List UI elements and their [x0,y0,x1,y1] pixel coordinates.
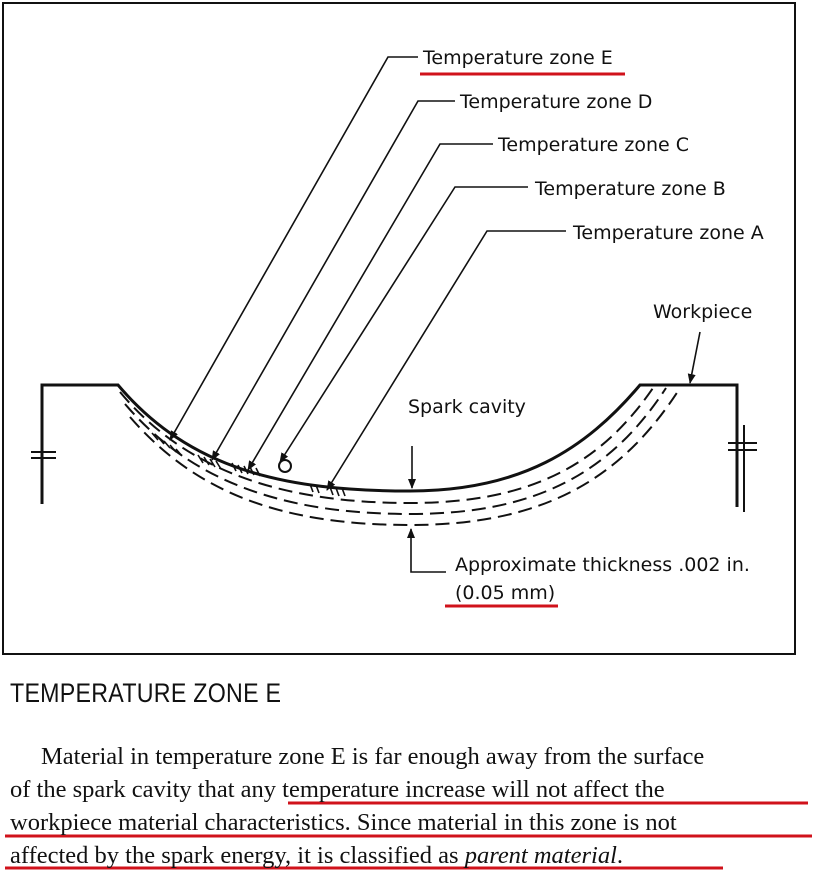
leader-zone-b [280,187,528,462]
label-workpiece: Workpiece [653,301,753,323]
leader-zone-e [170,57,418,440]
paragraph-line-4c: . [616,842,624,869]
paragraph-line-4a: affected by the spark energy, it is classified as [10,842,465,869]
paragraph-line-1: Material in temperature zone E is far enough away from the surface [41,743,705,770]
paragraph-line-3: workpiece material characteristics. Since material in this zone is not [10,809,677,836]
label-zone-b: Temperature zone B [535,178,726,200]
leader-thickness [411,529,446,572]
label-thickness-line1: Approximate thickness .002 in. [455,554,750,576]
label-spark-cavity: Spark cavity [408,396,526,418]
paragraph-line-2a: of the spark cavity that [10,776,241,803]
leader-workpiece [690,332,700,383]
zone-boundaries [120,388,680,525]
paragraph-line-2 [10,773,810,806]
paragraph-line-4 [10,839,810,872]
section-paragraph [10,740,810,872]
break-mark-right [728,425,757,512]
label-zone-a: Temperature zone A [573,222,764,244]
label-zone-e: Temperature zone E [423,47,613,69]
label-thickness-line2: (0.05 mm) [455,582,556,604]
paragraph-line-2b: any temperature increase will not affect the [240,776,665,803]
section-heading: TEMPERATURE ZONE E [10,678,282,708]
leader-zone-a [327,231,566,490]
label-zone-c: Temperature zone C [498,134,690,156]
label-zone-d: Temperature zone D [460,91,653,113]
parent-material-term: parent material [464,842,617,869]
